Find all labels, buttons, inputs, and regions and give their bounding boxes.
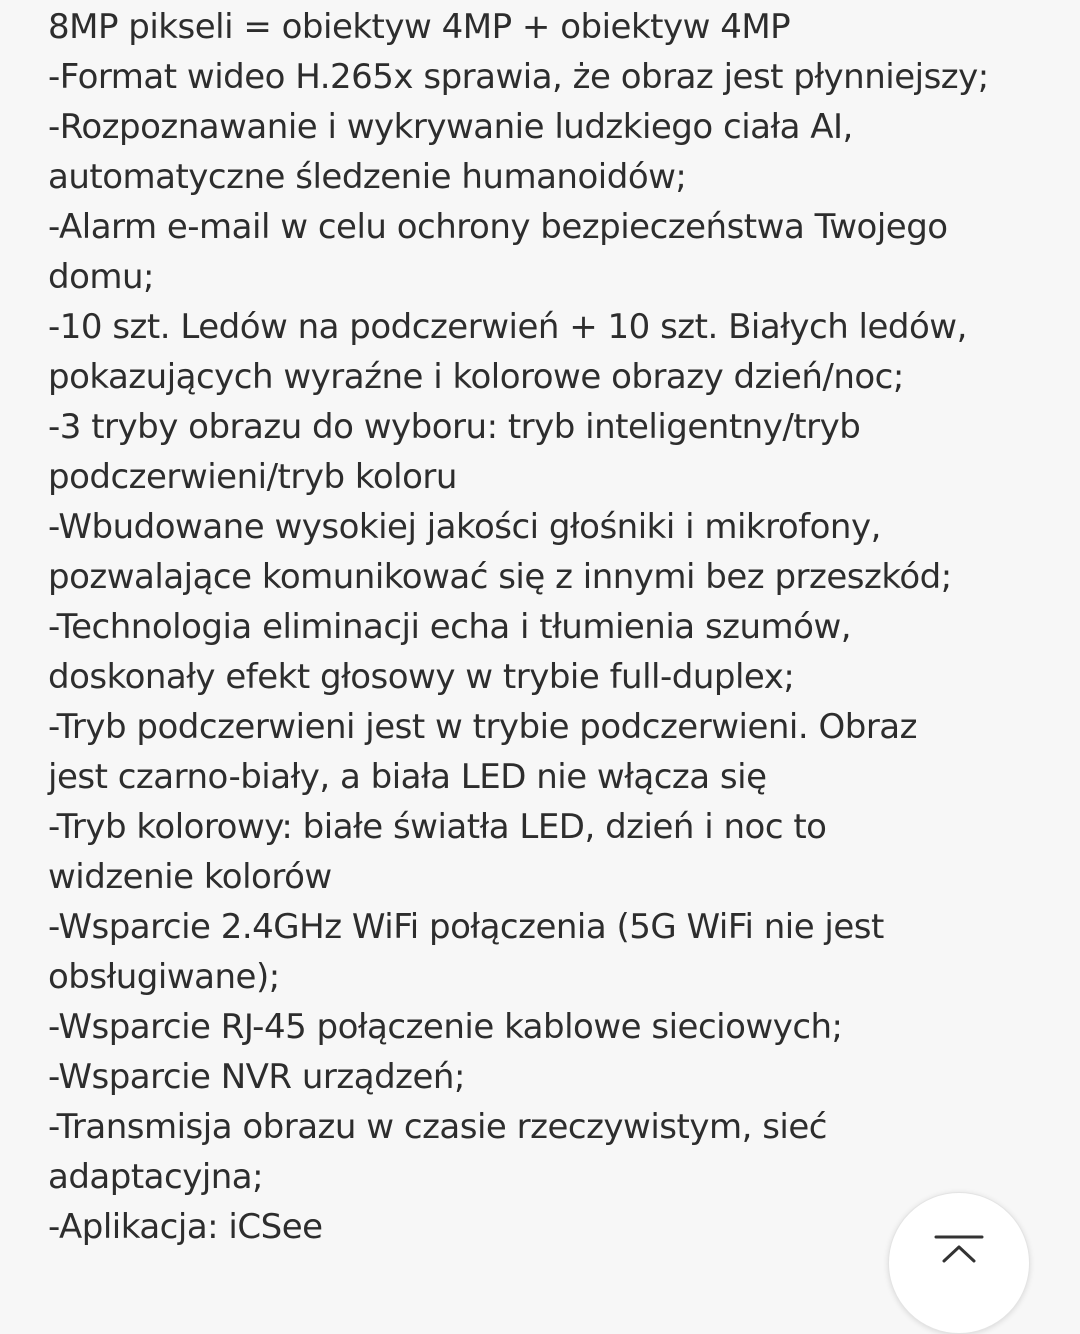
description-line: -Wbudowane wysokiej jakości głośniki i mikrofony, (48, 507, 881, 547)
description-line: domu; (48, 257, 155, 297)
description-line: -Format wideo H.265x sprawia, że obraz jest płynniejszy; (48, 57, 989, 97)
description-line: -Wsparcie 2.4GHz WiFi połączenia (5G WiFi nie jest (48, 907, 884, 947)
description-line: -Wsparcie RJ-45 połączenie kablowe sieciowych; (48, 1007, 843, 1047)
description-line: podczerwieni/tryb koloru (48, 457, 457, 497)
description-line: -Wsparcie NVR urządzeń; (48, 1057, 465, 1097)
scroll-to-top-button[interactable] (888, 1192, 1030, 1334)
description-line: widzenie kolorów (48, 857, 332, 897)
description-line: -Tryb podczerwieni jest w trybie podczerwieni. Obraz (48, 707, 917, 747)
description-line: -Aplikacja: iCSee (48, 1207, 323, 1247)
description-line: adaptacyjna; (48, 1157, 264, 1197)
product-description (48, 2, 1068, 1252)
description-line: automatyczne śledzenie humanoidów; (48, 157, 687, 197)
description-line: pokazujących wyraźne i kolorowe obrazy dzień/noc; (48, 357, 904, 397)
description-line: -Technologia eliminacji echa i tłumienia szumów, (48, 607, 852, 647)
description-line: 8MP pikseli = obiektyw 4MP + obiektyw 4MP (48, 7, 791, 47)
description-line: pozwalające komunikować się z innymi bez przeszkód; (48, 557, 952, 597)
description-line: -Alarm e-mail w celu ochrony bezpieczeństwa Twojego (48, 207, 948, 247)
description-line: -10 szt. Ledów na podczerwień + 10 szt. Białych ledów, (48, 307, 967, 347)
description-line: -3 tryby obrazu do wyboru: tryb inteligentny/tryb (48, 407, 861, 447)
description-line: -Tryb kolorowy: białe światła LED, dzień i noc to (48, 807, 827, 847)
description-line: doskonały efekt głosowy w trybie full-duplex; (48, 657, 795, 697)
scroll-to-top-icon (934, 1233, 984, 1263)
description-line: jest czarno-biały, a biała LED nie włącza się (48, 757, 767, 797)
description-line: -Transmisja obrazu w czasie rzeczywistym, sieć (48, 1107, 827, 1147)
description-line: -Rozpoznawanie i wykrywanie ludzkiego ciała AI, (48, 107, 853, 147)
description-line: obsługiwane); (48, 957, 280, 997)
